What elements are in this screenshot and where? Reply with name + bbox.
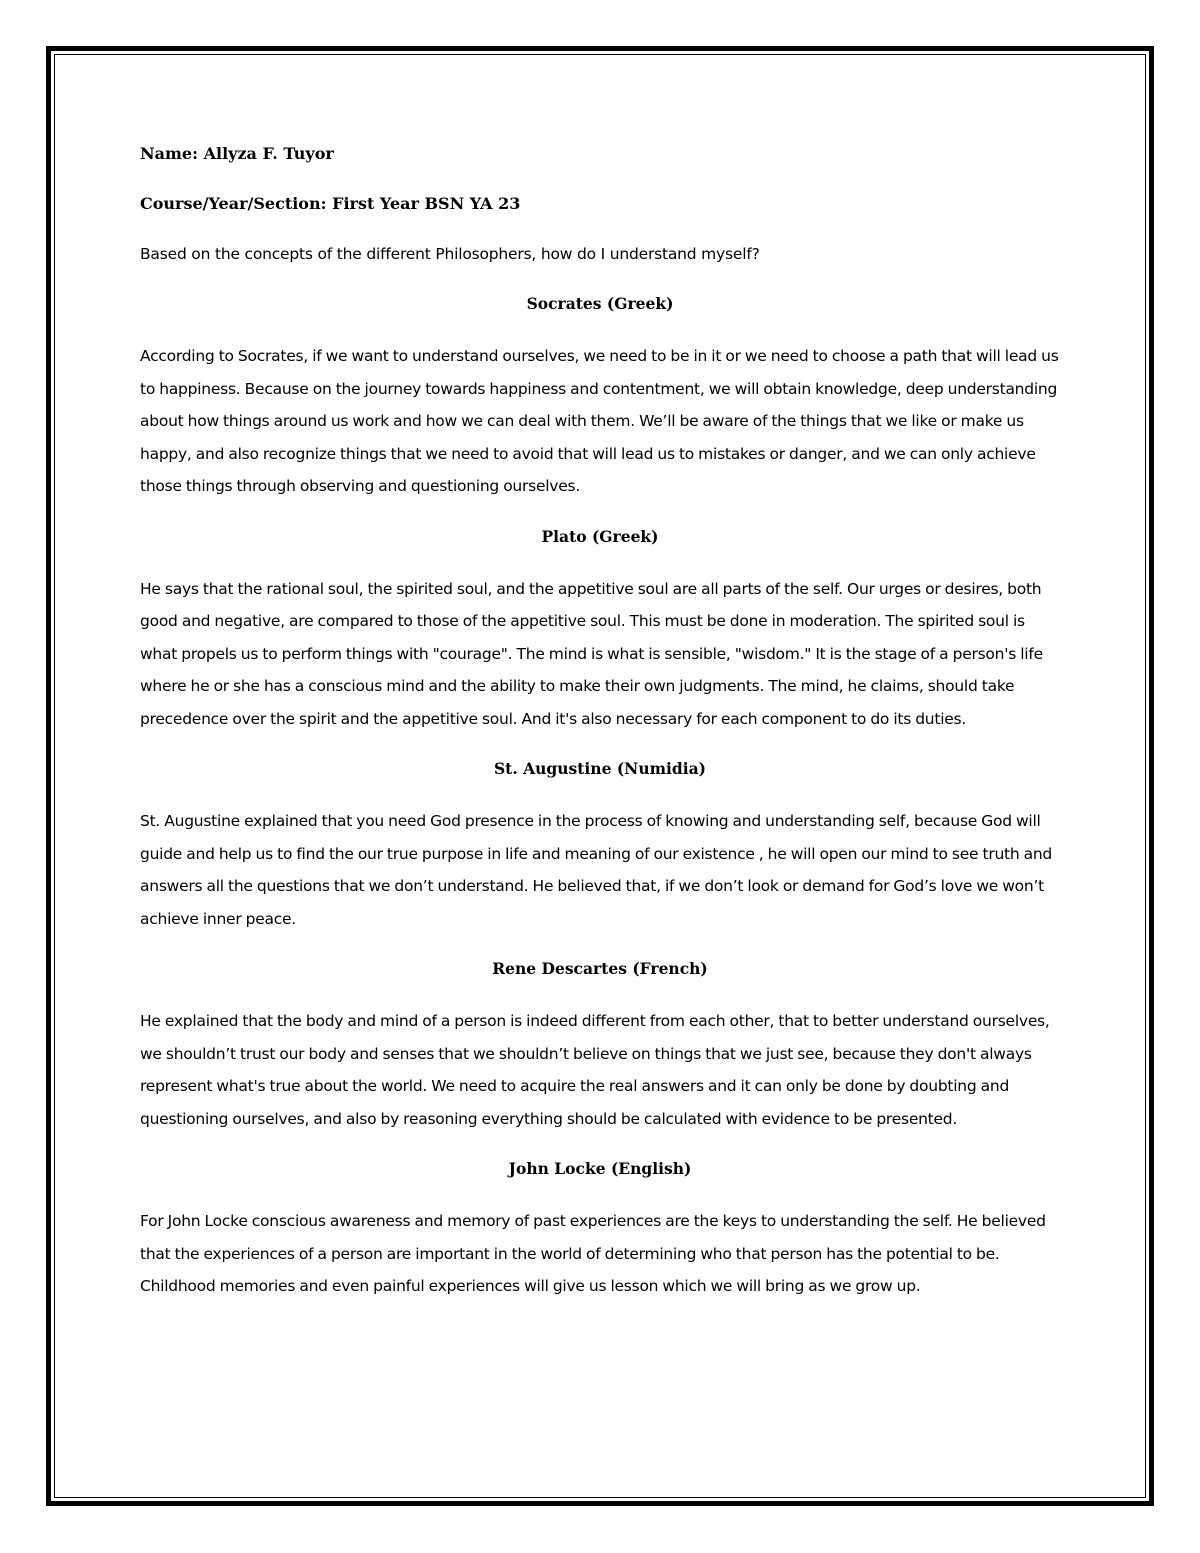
section-body: For John Locke conscious awareness and memory of past experiences are the keys to understanding the self. He believed that the experiences of a person are important in the world of determining who that person has the potential to be. Childhood memories and even painful experiences will give us lesson which we will bring as we grow up.: [140, 1212, 1046, 1295]
section-heading: Rene Descartes (French): [492, 959, 708, 978]
section-body: He explained that the body and mind of a person is indeed different from each other, that to better understand ourselves, we shouldn’t trust our body and senses that we shouldn’t believe on things that we just see, because they don't always represent what's true about the world. We need to acquire the real answers and it can only be done by doubting and questioning ourselves, and also by reasoning everything should be calculated with evidence to be presented.: [140, 1012, 1050, 1128]
section-plato: [140, 523, 1060, 736]
section-rene-descartes: [140, 955, 1060, 1135]
section-socrates: [140, 290, 1060, 503]
section-john-locke: [140, 1155, 1060, 1303]
student-name: Name: Allyza F. Tuyor: [140, 144, 334, 163]
course-year-section: Course/Year/Section: First Year BSN YA 23: [140, 194, 521, 213]
document-content: [140, 140, 1060, 1323]
section-heading: St. Augustine (Numidia): [493, 759, 706, 778]
section-heading: Plato (Greek): [541, 526, 659, 546]
section-body: He says that the rational soul, the spirited soul, and the appetitive soul are all parts of the self. Our urges or desires, both good and negative, are compared to those of the appetitive soul. This must be done in moderation. The spirited soul is what propels us to perform things with "courage". The mind is what is sensible, "wisdom." It is the stage of a person's life where he or she has a conscious mind and the ability to make their own judgments. The mind, he claims, should take precedence over the spirit and the appetitive soul. And it's also necessary for each component to do its duties.: [140, 579, 1043, 728]
section-heading: John Locke (English): [508, 1159, 692, 1178]
essay-question: Based on the concepts of the different Philosophers, how do I understand myself?: [140, 245, 760, 263]
section-st-augustine: [140, 755, 1060, 935]
section-body: St. Augustine explained that you need God presence in the process of knowing and understanding self, because God will guide and help us to find the our true purpose in life and meaning of our existence , he will open our mind to see truth and answers all the questions that we don’t understand. He believed that, if we don’t look or demand for God’s love we won’t achieve inner peace.: [140, 812, 1053, 928]
section-body: According to Socrates, if we want to understand ourselves, we need to be in it or we need to choose a path that will lead us to happiness. Because on the journey towards happiness and contentment, we will obtain knowledge, deep understanding about how things around us work and how we can deal with them. We’ll be aware of the things that we like or make us happy, and also recognize things that we need to avoid that will lead us to mistakes or danger, and we can only achieve those things through observing and questioning ourselves.: [140, 347, 1059, 495]
section-heading: Socrates (Greek): [526, 294, 674, 313]
